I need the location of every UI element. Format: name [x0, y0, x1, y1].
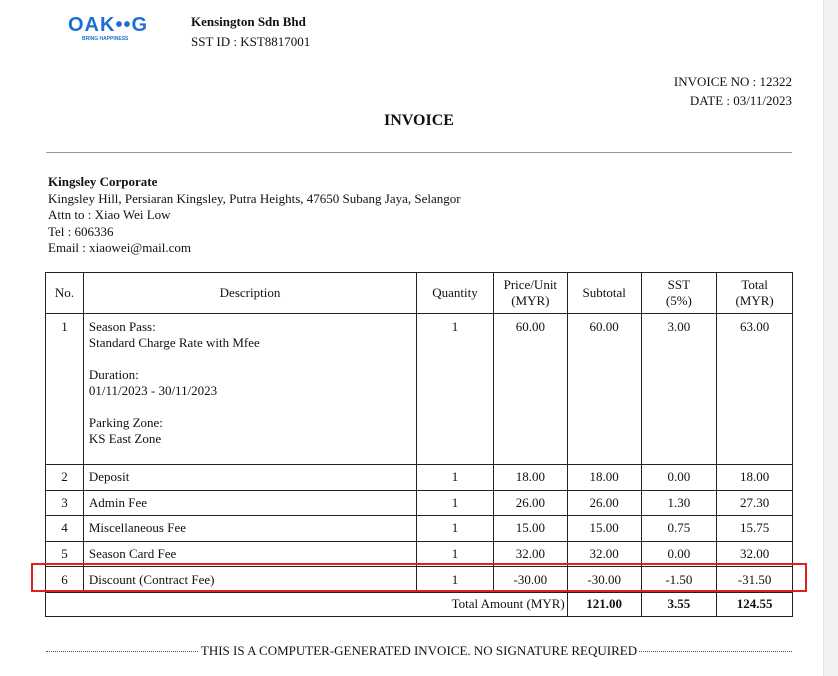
cell-quantity: 1 — [417, 541, 494, 567]
invoice-number: INVOICE NO : 12322 — [673, 74, 792, 89]
total-amount-label: Total Amount (MYR) — [46, 592, 568, 616]
header-divider — [46, 152, 792, 153]
cell-sst: 0.75 — [641, 516, 717, 542]
company-sst-id: SST ID : KST8817001 — [191, 34, 311, 49]
desc-line: Duration: — [88, 367, 139, 382]
cell-no: 3 — [46, 490, 84, 516]
col-header-total — [717, 273, 793, 314]
company-name: Kensington Sdn Bhd — [191, 14, 306, 29]
table-header-row — [46, 273, 793, 314]
col-header-sst — [641, 273, 717, 314]
cell-description: Admin Fee — [83, 490, 416, 516]
table-row — [46, 516, 793, 542]
cell-description: Season Card Fee — [83, 541, 416, 567]
cell-sst: 0.00 — [641, 541, 717, 567]
desc-line: Season Pass: — [88, 319, 156, 334]
col-header-quantity: Quantity — [417, 273, 494, 314]
cell-sst: 1.30 — [641, 490, 717, 516]
cell-quantity: 1 — [417, 567, 494, 593]
col-header-sst-line1: SST — [667, 277, 691, 292]
total-amount: 124.55 — [717, 592, 793, 616]
customer-address: Kingsley Hill, Persiaran Kingsley, Putra Heights, 47650 Subang Jaya, Selangor — [48, 190, 461, 206]
col-header-subtotal: Subtotal — [567, 273, 641, 314]
cell-description: Miscellaneous Fee — [83, 516, 416, 542]
cell-quantity: 1 — [417, 516, 494, 542]
cell-total: 15.75 — [717, 516, 793, 542]
col-header-price — [493, 273, 567, 314]
cell-sst: 0.00 — [641, 465, 717, 491]
invoice-title: INVOICE — [384, 112, 454, 129]
cell-subtotal: 32.00 — [567, 541, 641, 567]
cell-subtotal: 18.00 — [567, 465, 641, 491]
desc-line: Parking Zone: — [88, 415, 163, 430]
cell-description: Discount (Contract Fee) — [83, 567, 416, 593]
cell-total: 18.00 — [717, 465, 793, 491]
table-row — [46, 465, 793, 491]
cell-subtotal: -30.00 — [567, 567, 641, 593]
desc-line: KS East Zone — [88, 431, 162, 446]
discount-row-highlight — [31, 563, 807, 592]
total-subtotal: 121.00 — [567, 592, 641, 616]
cell-price: 60.00 — [493, 314, 567, 465]
footer-note-text: THIS IS A COMPUTER-GENERATED INVOICE. NO SIGNATURE REQUIRED — [200, 643, 638, 658]
cell-price: 32.00 — [493, 541, 567, 567]
col-header-sst-line2: (5%) — [665, 293, 692, 308]
cell-total: 27.30 — [717, 490, 793, 516]
bill-to — [48, 174, 461, 257]
cell-quantity: 1 — [417, 465, 494, 491]
company-logo — [68, 14, 158, 54]
col-header-price-line1: Price/Unit — [503, 277, 558, 292]
cell-subtotal: 15.00 — [567, 516, 641, 542]
cell-price: 15.00 — [493, 516, 567, 542]
scrollbar-track[interactable] — [823, 0, 838, 676]
desc-line: 01/11/2023 - 30/11/2023 — [88, 383, 218, 398]
table-row — [46, 490, 793, 516]
col-header-total-line1: Total — [741, 277, 768, 292]
customer-tel: Tel : 606336 — [48, 223, 114, 239]
cell-no: 6 — [46, 567, 84, 593]
total-sst: 3.55 — [641, 592, 717, 616]
col-header-total-line2: (MYR) — [735, 293, 774, 308]
invoice-meta — [674, 72, 792, 110]
total-row — [46, 592, 793, 616]
cell-sst: 3.00 — [641, 314, 717, 465]
cell-quantity: 1 — [417, 490, 494, 516]
customer-attn: Attn to : Xiao Wei Low — [48, 207, 171, 222]
invoice-date: DATE : 03/11/2023 — [689, 93, 792, 108]
logo-tagline: BRING HAPPINESS — [82, 36, 129, 42]
cell-price: -30.00 — [493, 567, 567, 593]
cell-total: 63.00 — [717, 314, 793, 465]
cell-no: 2 — [46, 465, 84, 491]
col-header-price-line2: (MYR) — [511, 293, 550, 308]
cell-quantity: 1 — [417, 314, 494, 465]
logo-wordmark: OAK••G — [68, 14, 149, 36]
cell-price: 26.00 — [493, 490, 567, 516]
cell-no: 1 — [46, 314, 84, 465]
cell-price: 18.00 — [493, 465, 567, 491]
cell-no: 4 — [46, 516, 84, 542]
company-info — [191, 12, 310, 52]
cell-description — [83, 314, 416, 465]
table-row — [46, 314, 793, 465]
cell-subtotal: 26.00 — [567, 490, 641, 516]
cell-sst: -1.50 — [641, 567, 717, 593]
customer-name: Kingsley Corporate — [48, 174, 158, 189]
cell-subtotal: 60.00 — [567, 314, 641, 465]
footer-note — [0, 643, 838, 659]
desc-line: Standard Charge Rate with Mfee — [88, 335, 260, 350]
cell-total: 32.00 — [717, 541, 793, 567]
customer-email: Email : xiaowei@mail.com — [48, 240, 192, 255]
col-header-no: No. — [46, 273, 84, 314]
cell-total: -31.50 — [717, 567, 793, 593]
cell-description: Deposit — [83, 465, 416, 491]
cell-no: 5 — [46, 541, 84, 567]
col-header-description: Description — [83, 273, 416, 314]
